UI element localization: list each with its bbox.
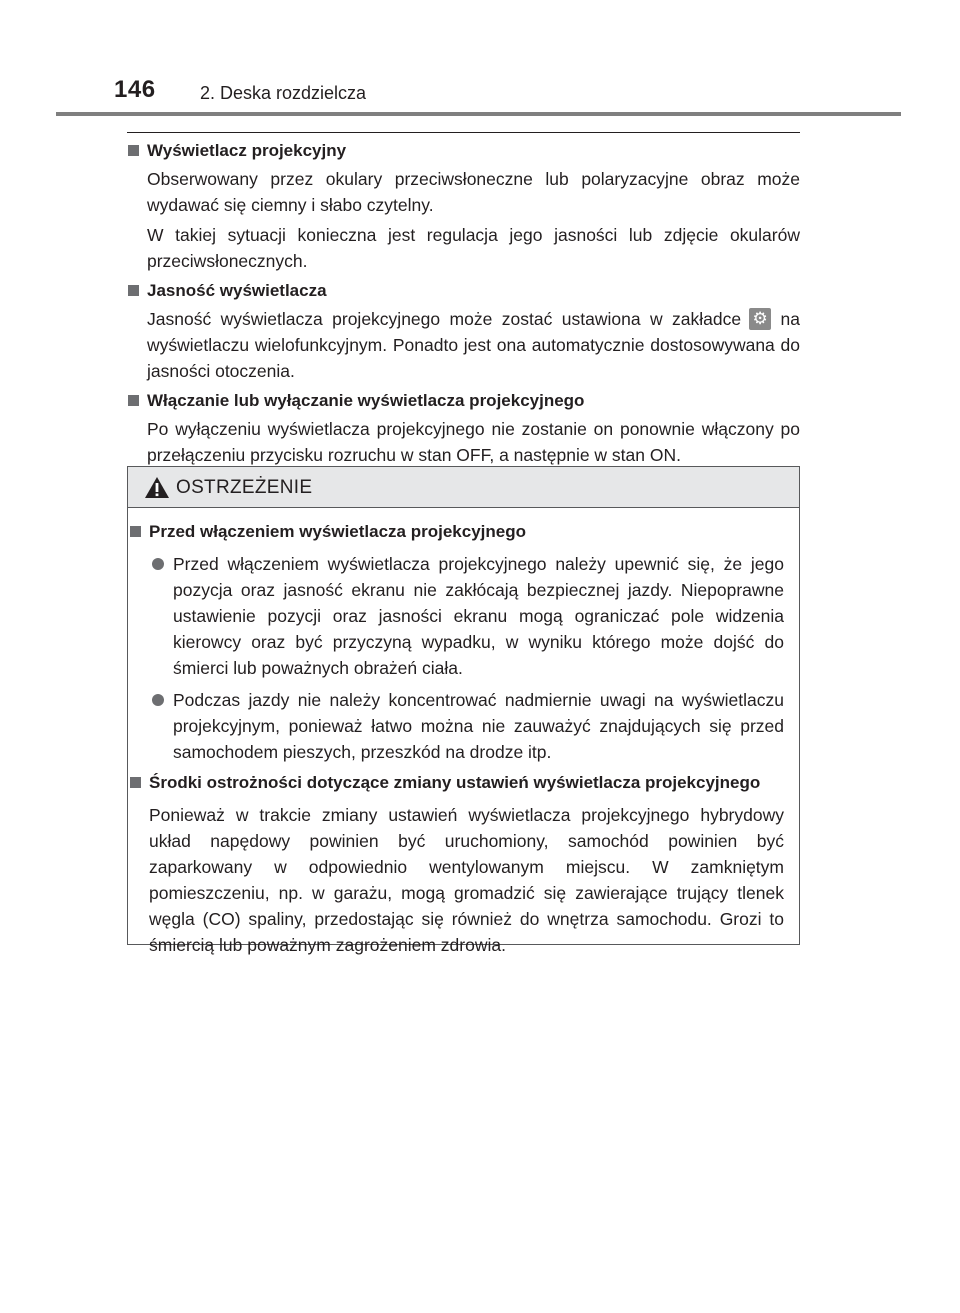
section-heading <box>127 278 800 304</box>
section-title: Włączanie lub wyłączanie wyświetlacza projekcyjnego <box>147 391 585 410</box>
square-bullet-icon <box>128 145 139 156</box>
section-heading <box>127 138 800 164</box>
section-title: Wyświetlacz projekcyjny <box>147 141 347 160</box>
bullet-item <box>128 551 784 681</box>
paragraph: W takiej sytuacji konieczna jest regulacja jego jasności lub zdjęcie okularów przeciwsłonecznych. <box>147 225 800 271</box>
chapter-title: 2. Deska rozdzielcza <box>200 83 367 103</box>
warning-section-title: Środki ostrożności dotyczące zmiany ustawień wyświetlacza projekcyjnego <box>149 773 761 792</box>
circle-bullet-icon <box>152 694 164 706</box>
warning-section-heading <box>128 770 784 796</box>
bullet-text: Podczas jazdy nie należy koncentrować nadmiernie uwagi na wyświetlaczu projekcyjnym, ponieważ łatwo można nie zauważyć znajdujących się przed samochodem pieszych, przeszkód na drodze itp. <box>173 690 784 762</box>
paragraph <box>147 306 800 384</box>
header-divider <box>56 112 901 116</box>
section-heading <box>127 388 800 414</box>
bullet-text: Przed włączeniem wyświetlacza projekcyjnego należy upewnić się, że jego pozycja oraz jasność ekranu nie zakłócają bezpiecznej jazdy. Niepoprawne ustawienie pozycji oraz jasności ekranu mogą ograniczać pole widzenia kierowcy oraz być przyczyną wypadku, w wyniku którego może dojść do śmierci lub poważnych obrażeń ciała. <box>173 554 784 678</box>
settings-gear-icon: ⚙ <box>749 308 771 330</box>
section-title: Jasność wyświetlacza <box>147 281 327 300</box>
paragraph-text: Jasność wyświetlacza projekcyjnego może zostać ustawiona w zakładce <box>147 309 742 329</box>
warning-triangle-icon <box>144 476 170 499</box>
warning-box <box>127 466 800 955</box>
main-content <box>127 138 800 472</box>
square-bullet-icon <box>130 526 141 537</box>
square-bullet-icon <box>128 285 139 296</box>
circle-bullet-icon <box>152 558 164 570</box>
paragraph: Obserwowany przez okulary przeciwsłoneczne lub polaryzacyjne obraz może wydawać się ciemny i słabo czytelny. <box>147 169 800 215</box>
warning-header <box>128 467 799 508</box>
bullet-item <box>128 687 784 765</box>
section-divider <box>127 132 800 133</box>
paragraph-text: na wyświetlaczu wielofunkcyjnym. Ponadto jest ona automatycznie dostosowywana do jasności otoczenia. <box>147 309 800 381</box>
square-bullet-icon <box>130 777 141 788</box>
warning-paragraph: Ponieważ w trakcie zmiany ustawień wyświetlacza projekcyjnego hybrydowy układ napędowy powinien być uruchomiony, samochód powinien być zaparkowany w odpowiednio wentylowanym miejscu. W zamkniętym pomieszczeniu, np. w garażu, mogą gromadzić się zawierające trujący tlenek węgla (CO) spaliny, przedostając się również do wnętrza samochodu. Grozi to śmiercią lub poważnym zagrożeniem zdrowia. <box>149 805 784 955</box>
warning-section-title: Przed włączeniem wyświetlacza projekcyjnego <box>149 522 526 541</box>
warning-title: OSTRZEŻENIE <box>176 477 313 498</box>
paragraph: Po wyłączeniu wyświetlacza projekcyjnego nie zostanie on ponownie włączony po przełączeniu przycisku rozruchu w stan OFF, a następnie w stan ON. <box>147 419 800 465</box>
warning-body <box>128 508 799 958</box>
warning-section-heading <box>128 519 784 545</box>
page-number: 146 <box>114 76 156 103</box>
square-bullet-icon <box>128 395 139 406</box>
